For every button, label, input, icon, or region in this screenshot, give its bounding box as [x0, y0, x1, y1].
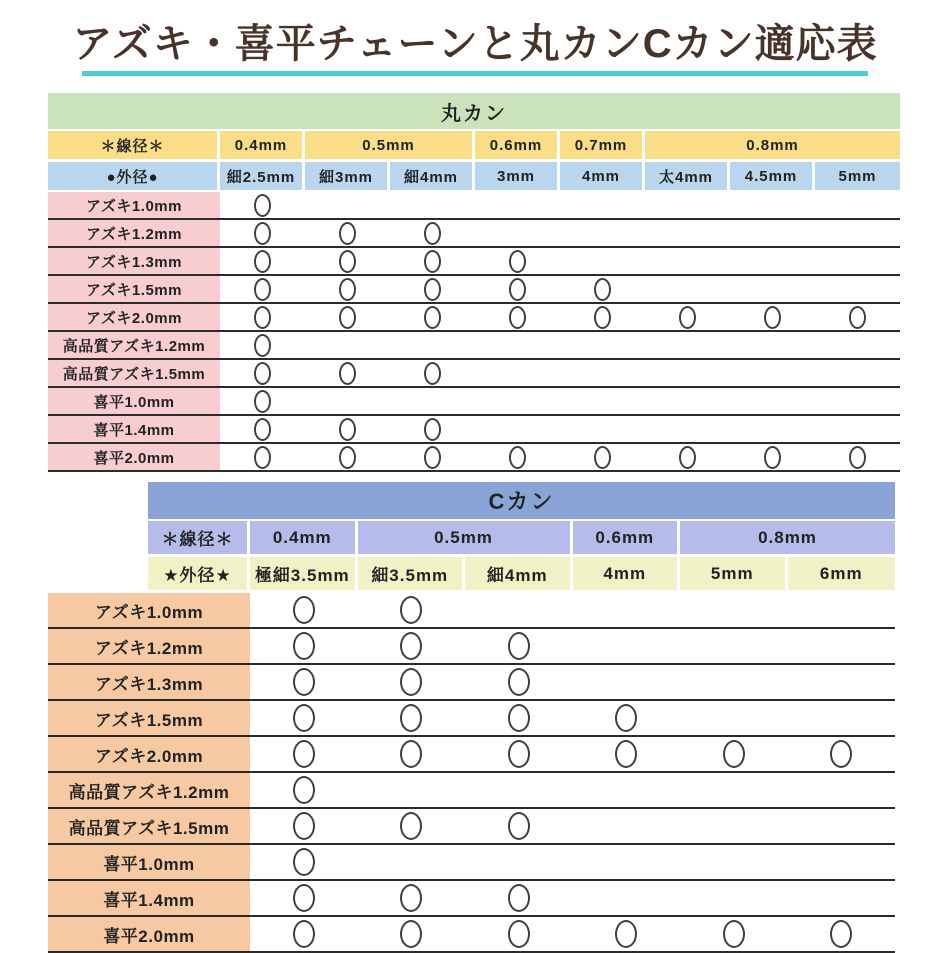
row-label: 喜平1.4mm — [48, 416, 220, 442]
compatible-mark — [424, 278, 441, 301]
compatible-mark — [400, 632, 422, 660]
wire-diameter-cell: 0.5mm — [305, 131, 475, 159]
mark-cell — [220, 444, 305, 470]
compatible-mark — [254, 222, 271, 245]
row-label: アズキ1.5mm — [48, 701, 250, 735]
outer-diameter-cell: 4mm — [573, 557, 681, 590]
compatible-mark — [293, 668, 315, 696]
compatible-mark — [400, 704, 422, 732]
compatible-mark — [339, 418, 356, 441]
compatible-mark — [830, 920, 852, 948]
wire-diameter-cell: 0.4mm — [220, 131, 305, 159]
mark-cell — [815, 360, 900, 386]
mark-cell — [358, 701, 466, 735]
mark-cell — [475, 276, 560, 302]
mark-cell — [390, 276, 475, 302]
compatible-mark — [723, 920, 745, 948]
mark-cell — [573, 665, 681, 699]
compatible-mark — [293, 848, 315, 876]
compatible-mark — [339, 278, 356, 301]
mark-cell — [305, 360, 390, 386]
mark-cell — [358, 593, 466, 627]
mark-cell — [250, 737, 358, 771]
mark-cell — [815, 220, 900, 246]
mark-cell — [220, 248, 305, 274]
mark-cell — [305, 248, 390, 274]
table-title-bar: Cカン — [148, 482, 895, 519]
mark-cell — [560, 388, 645, 414]
outer-diameter-cell: 極細3.5mm — [250, 557, 358, 590]
compatible-mark — [509, 250, 526, 273]
compatible-mark — [594, 446, 611, 469]
mark-cell — [560, 444, 645, 470]
mark-cell — [680, 737, 788, 771]
mark-cell — [390, 332, 475, 358]
mark-cell — [573, 845, 681, 879]
mark-cell — [815, 248, 900, 274]
row-label: アズキ1.0mm — [48, 593, 250, 627]
compatible-mark — [615, 740, 637, 768]
table-row — [48, 248, 900, 276]
mark-cell — [465, 737, 573, 771]
mark-cell — [680, 881, 788, 915]
compatible-mark — [594, 278, 611, 301]
table-row — [48, 444, 900, 472]
mark-cell — [645, 416, 730, 442]
table-row — [48, 192, 900, 220]
mark-cell — [560, 220, 645, 246]
mark-cell — [573, 629, 681, 663]
compatible-mark — [424, 306, 441, 329]
wire-diameter-cell: 0.6mm — [475, 131, 560, 159]
mark-cell — [250, 593, 358, 627]
compatible-mark — [849, 306, 866, 329]
table-row — [48, 360, 900, 388]
table-row — [48, 665, 895, 701]
mark-cell — [475, 416, 560, 442]
table-row — [48, 220, 900, 248]
outer-diameter-cell: 4.5mm — [730, 162, 815, 190]
mark-cell — [305, 304, 390, 330]
compatible-mark — [400, 920, 422, 948]
compatible-mark — [509, 306, 526, 329]
mark-cell — [358, 917, 466, 951]
mark-cell — [730, 192, 815, 218]
mark-cell — [730, 248, 815, 274]
compatible-mark — [254, 418, 271, 441]
mark-cell — [680, 593, 788, 627]
wire-diameter-cell: 0.8mm — [645, 131, 900, 159]
table-row — [48, 701, 895, 737]
outer-diameter-cell: 4mm — [560, 162, 645, 190]
outer-diameter-row-label: ★外径★ — [148, 557, 250, 590]
mark-cell — [730, 416, 815, 442]
mark-cell — [730, 276, 815, 302]
mark-cell — [730, 220, 815, 246]
mark-cell — [645, 220, 730, 246]
wire-diameter-cell: 0.6mm — [573, 521, 681, 554]
compatible-mark — [509, 446, 526, 469]
wire-diameter-header-row — [148, 521, 895, 554]
mark-cell — [390, 416, 475, 442]
mark-cell — [788, 845, 896, 879]
mark-cell — [465, 845, 573, 879]
mark-cell — [250, 845, 358, 879]
row-label: アズキ1.3mm — [48, 665, 250, 699]
mark-cell — [390, 360, 475, 386]
compatible-mark — [339, 306, 356, 329]
table-row — [48, 332, 900, 360]
compatible-mark — [293, 740, 315, 768]
mark-cell — [573, 737, 681, 771]
mark-cell — [730, 444, 815, 470]
outer-diameter-cell: 細3.5mm — [358, 557, 466, 590]
table-row — [48, 388, 900, 416]
outer-diameter-cell: 細3mm — [305, 162, 390, 190]
row-label: アズキ1.5mm — [48, 276, 220, 302]
row-label: 喜平2.0mm — [48, 917, 250, 951]
mark-cell — [573, 773, 681, 807]
mark-cell — [560, 332, 645, 358]
mark-cell — [220, 220, 305, 246]
mark-cell — [465, 917, 573, 951]
mark-cell — [250, 809, 358, 843]
table-row — [48, 276, 900, 304]
outer-diameter-row-label: ●外径● — [48, 162, 220, 190]
mark-cell — [358, 809, 466, 843]
outer-diameter-cell: 太4mm — [645, 162, 730, 190]
compatible-mark — [424, 362, 441, 385]
mark-cell — [465, 701, 573, 735]
compatible-mark — [254, 334, 271, 357]
compatible-mark — [830, 740, 852, 768]
mark-cell — [465, 773, 573, 807]
compatible-mark — [594, 306, 611, 329]
compatible-mark — [679, 446, 696, 469]
mark-cell — [680, 629, 788, 663]
row-label: アズキ1.0mm — [48, 192, 220, 218]
compatible-mark — [254, 390, 271, 413]
mark-cell — [220, 304, 305, 330]
title-underline — [82, 71, 868, 76]
mark-cell — [475, 332, 560, 358]
mark-cell — [680, 809, 788, 843]
mark-cell — [680, 773, 788, 807]
wire-diameter-cell: 0.7mm — [560, 131, 645, 159]
mark-cell — [573, 881, 681, 915]
mark-cell — [645, 192, 730, 218]
mark-cell — [730, 332, 815, 358]
mark-cell — [645, 444, 730, 470]
mark-cell — [788, 701, 896, 735]
mark-cell — [305, 332, 390, 358]
outer-diameter-header-row — [148, 557, 895, 590]
compatible-mark — [254, 194, 271, 217]
outer-diameter-cell: 5mm — [680, 557, 788, 590]
mark-cell — [250, 881, 358, 915]
compatible-mark — [764, 306, 781, 329]
table-row — [48, 737, 895, 773]
mark-cell — [815, 192, 900, 218]
marukan-compatibility-table — [48, 93, 900, 472]
mark-cell — [220, 388, 305, 414]
row-label: アズキ2.0mm — [48, 737, 250, 771]
compatible-mark — [508, 668, 530, 696]
compatible-mark — [508, 632, 530, 660]
mark-cell — [475, 220, 560, 246]
table-row — [48, 809, 895, 845]
mark-cell — [305, 192, 390, 218]
compatible-mark — [424, 250, 441, 273]
mark-cell — [250, 629, 358, 663]
mark-cell — [645, 332, 730, 358]
table-row — [48, 304, 900, 332]
compatible-mark — [400, 740, 422, 768]
mark-cell — [220, 360, 305, 386]
wire-diameter-cell: 0.5mm — [358, 521, 573, 554]
title-block — [0, 20, 950, 76]
compatible-mark — [254, 362, 271, 385]
mark-cell — [358, 665, 466, 699]
compatible-mark — [615, 920, 637, 948]
mark-cell — [250, 665, 358, 699]
mark-cell — [680, 665, 788, 699]
mark-cell — [305, 388, 390, 414]
compatible-mark — [400, 812, 422, 840]
mark-cell — [250, 701, 358, 735]
row-label: 喜平1.0mm — [48, 845, 250, 879]
mark-cell — [788, 773, 896, 807]
outer-diameter-cell: 細2.5mm — [220, 162, 305, 190]
compatible-mark — [293, 884, 315, 912]
compatible-mark — [339, 362, 356, 385]
mark-cell — [475, 304, 560, 330]
row-label: 高品質アズキ1.2mm — [48, 332, 220, 358]
compatible-mark — [293, 776, 315, 804]
compatible-mark — [254, 306, 271, 329]
mark-cell — [358, 845, 466, 879]
wire-diameter-row-label: ＊線径＊ — [48, 131, 220, 159]
mark-cell — [560, 416, 645, 442]
compatible-mark — [400, 668, 422, 696]
compatible-mark — [339, 222, 356, 245]
mark-cell — [788, 809, 896, 843]
row-label: 高品質アズキ1.5mm — [48, 809, 250, 843]
compatible-mark — [424, 446, 441, 469]
mark-cell — [788, 917, 896, 951]
mark-cell — [645, 360, 730, 386]
mark-cell — [560, 360, 645, 386]
compatible-mark — [424, 418, 441, 441]
compatible-mark — [508, 812, 530, 840]
mark-cell — [475, 444, 560, 470]
mark-cell — [305, 276, 390, 302]
mark-cell — [390, 304, 475, 330]
compatible-mark — [424, 222, 441, 245]
table-title-bar: 丸カン — [48, 93, 900, 129]
outer-diameter-cell: 3mm — [475, 162, 560, 190]
wire-diameter-cell: 0.8mm — [680, 521, 895, 554]
mark-cell — [788, 665, 896, 699]
mark-cell — [680, 917, 788, 951]
mark-cell — [730, 388, 815, 414]
mark-cell — [465, 629, 573, 663]
mark-cell — [305, 416, 390, 442]
mark-cell — [815, 332, 900, 358]
row-label: 喜平1.4mm — [48, 881, 250, 915]
mark-cell — [305, 220, 390, 246]
mark-cell — [573, 809, 681, 843]
compatible-mark — [508, 920, 530, 948]
mark-cell — [645, 388, 730, 414]
compatible-mark — [293, 596, 315, 624]
mark-cell — [730, 360, 815, 386]
row-label: アズキ1.2mm — [48, 220, 220, 246]
mark-cell — [730, 304, 815, 330]
mark-cell — [475, 248, 560, 274]
compatible-mark — [293, 920, 315, 948]
mark-cell — [465, 809, 573, 843]
row-label: アズキ1.2mm — [48, 629, 250, 663]
table-row — [48, 881, 895, 917]
mark-cell — [390, 220, 475, 246]
mark-cell — [220, 276, 305, 302]
mark-cell — [680, 701, 788, 735]
mark-cell — [305, 444, 390, 470]
compatible-mark — [508, 884, 530, 912]
mark-cell — [220, 416, 305, 442]
mark-cell — [560, 276, 645, 302]
outer-diameter-cell: 6mm — [788, 557, 896, 590]
compatible-mark — [293, 632, 315, 660]
compatible-mark — [293, 704, 315, 732]
table-row — [48, 773, 895, 809]
mark-cell — [573, 701, 681, 735]
mark-cell — [788, 737, 896, 771]
mark-cell — [815, 276, 900, 302]
mark-cell — [358, 629, 466, 663]
mark-cell — [573, 593, 681, 627]
mark-cell — [560, 192, 645, 218]
mark-cell — [220, 192, 305, 218]
compatible-mark — [339, 250, 356, 273]
compatible-mark — [615, 704, 637, 732]
mark-cell — [573, 917, 681, 951]
mark-cell — [815, 388, 900, 414]
wire-diameter-row-label: ＊線径＊ — [148, 521, 250, 554]
compatible-mark — [764, 446, 781, 469]
mark-cell — [358, 881, 466, 915]
table-row — [48, 629, 895, 665]
compatible-mark — [509, 278, 526, 301]
wire-diameter-cell: 0.4mm — [250, 521, 358, 554]
mark-cell — [475, 388, 560, 414]
ckan-compatibility-table — [48, 482, 895, 953]
mark-cell — [250, 917, 358, 951]
mark-cell — [815, 416, 900, 442]
compatible-mark — [400, 596, 422, 624]
row-label: 高品質アズキ1.2mm — [48, 773, 250, 807]
outer-diameter-cell: 5mm — [815, 162, 900, 190]
outer-diameter-cell: 細4mm — [390, 162, 475, 190]
outer-diameter-header-row — [48, 162, 900, 190]
mark-cell — [390, 444, 475, 470]
compatible-mark — [723, 740, 745, 768]
mark-cell — [815, 444, 900, 470]
mark-cell — [645, 248, 730, 274]
outer-diameter-cell: 細4mm — [465, 557, 573, 590]
compatible-mark — [508, 740, 530, 768]
row-label: 喜平1.0mm — [48, 388, 220, 414]
compatible-mark — [679, 306, 696, 329]
mark-cell — [475, 192, 560, 218]
mark-cell — [788, 629, 896, 663]
compatible-mark — [254, 446, 271, 469]
mark-cell — [645, 304, 730, 330]
mark-cell — [560, 248, 645, 274]
compatible-mark — [254, 278, 271, 301]
mark-cell — [475, 360, 560, 386]
compatible-mark — [339, 446, 356, 469]
mark-cell — [358, 737, 466, 771]
mark-cell — [358, 773, 466, 807]
mark-cell — [465, 881, 573, 915]
mark-cell — [465, 665, 573, 699]
mark-cell — [465, 593, 573, 627]
compatible-mark — [400, 884, 422, 912]
table-row — [48, 593, 895, 629]
mark-cell — [250, 773, 358, 807]
wire-diameter-header-row — [48, 131, 900, 159]
compatible-mark — [293, 812, 315, 840]
mark-cell — [390, 388, 475, 414]
compatible-mark — [508, 704, 530, 732]
table-row — [48, 845, 895, 881]
mark-cell — [645, 276, 730, 302]
mark-cell — [220, 332, 305, 358]
table-row — [48, 416, 900, 444]
row-label: アズキ2.0mm — [48, 304, 220, 330]
row-label: 喜平2.0mm — [48, 444, 220, 470]
mark-cell — [390, 248, 475, 274]
compatible-mark — [849, 446, 866, 469]
mark-cell — [680, 845, 788, 879]
mark-cell — [560, 304, 645, 330]
mark-cell — [788, 593, 896, 627]
page-title: アズキ・喜平チェーンと丸カンCカン適応表 — [72, 22, 878, 66]
mark-cell — [390, 192, 475, 218]
mark-cell — [788, 881, 896, 915]
compatible-mark — [254, 250, 271, 273]
row-label: 高品質アズキ1.5mm — [48, 360, 220, 386]
mark-cell — [815, 304, 900, 330]
row-label: アズキ1.3mm — [48, 248, 220, 274]
table-row — [48, 917, 895, 953]
